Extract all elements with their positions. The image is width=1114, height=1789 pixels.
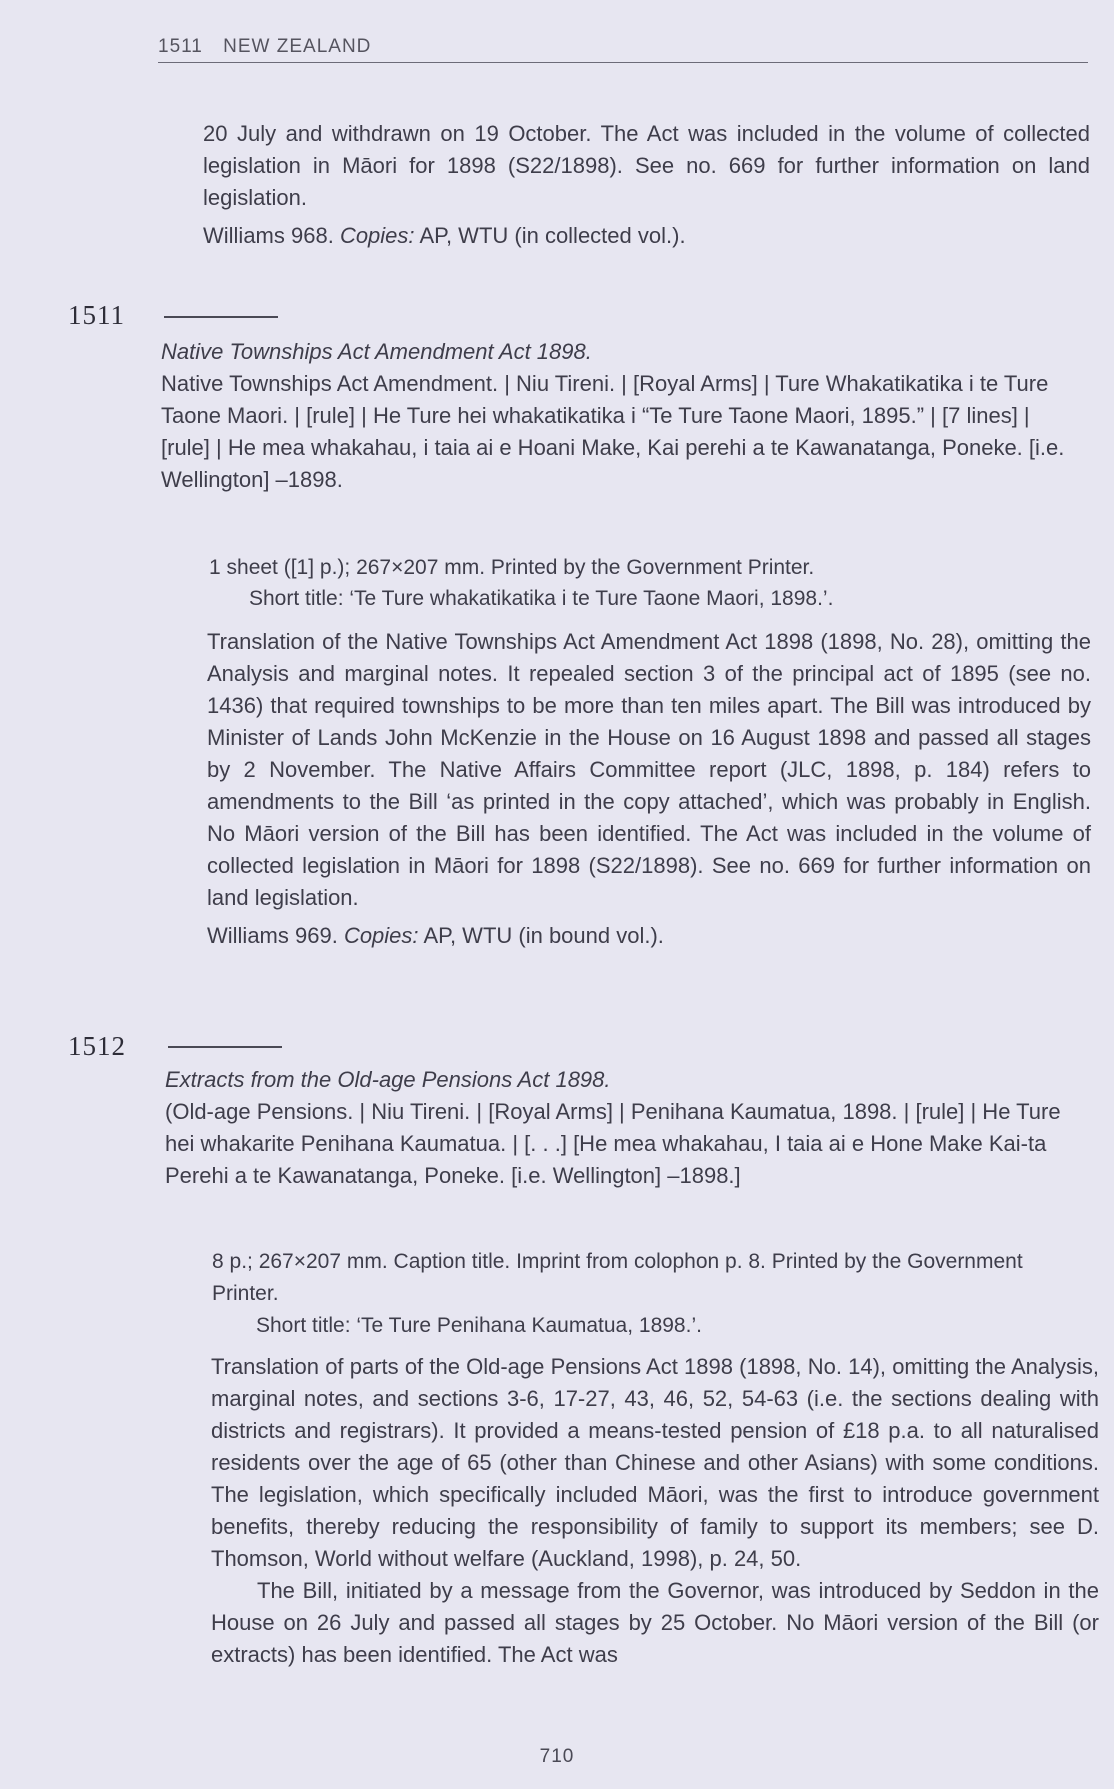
short-title: Short title: ‘Te Ture whakatikatika i te Ture Taone Maori, 1898.’. (249, 587, 834, 610)
entry-1511-physical (209, 552, 1084, 614)
physical-description: 1 sheet ([1] p.); 267×207 mm. Printed by the Government Printer. (209, 556, 815, 579)
copies-label: Copies: (339, 223, 415, 248)
short-title: Short title: ‘Te Ture Penihana Kaumatua, 1898.’. (256, 1314, 702, 1337)
reference-williams: Williams 969. (207, 923, 338, 948)
continuation-text: 20 July and withdrawn on 19 October. The Act was included in the volume of collected legislation in Māori for 1898 (S22/1898). See no. 669 for further information on land legislation. (203, 121, 1090, 210)
copies-label: Copies: (343, 923, 419, 948)
entry-1512-head (165, 1064, 1077, 1192)
header-country: NEW ZEALAND (223, 36, 372, 57)
entry-title: Extracts from the Old-age Pensions Act 1898. (165, 1067, 611, 1092)
entry-note: Translation of the Native Townships Act Amendment Act 1898 (1898, No. 28), omitting the Analysis and marginal notes. It repealed section 3 of the principal act of 1895 (see no. 1436) that required townships to be more than ten miles apart. The Bill was introduced by Minister of Lands John McKenzie in the House on 16 August 1898 and passed all stages by 2 November. The Native Affairs Committee report (JLC, 1898, p. 184) refers to amendments to the Bill ‘as printed in the copy attached’, which was probably in English. No Māori version of the Bill has been identified. The Act was included in the volume of collected legislation in Māori for 1898 (S22/1898). See no. 669 for further information on land legislation. (207, 629, 1091, 910)
physical-description: 8 p.; 267×207 mm. Caption title. Imprint from colophon p. 8. Printed by the Government Printer. (212, 1250, 1023, 1305)
entry-rule (168, 1046, 282, 1048)
entry-note-continued: The Bill, initiated by a message from the Governor, was introduced by Seddon in the House on 26 July and passed all stages by 25 October. No Māori version of the Bill (or extracts) has been identified. The Act was (211, 1578, 1099, 1667)
reference-williams: Williams 968. (203, 223, 334, 248)
entry-1511-head (161, 336, 1073, 496)
continuation-reference (203, 220, 1090, 252)
entry-1511-note (207, 626, 1091, 952)
entry-transcription: (Old-age Pensions. | Niu Tireni. | [Royal Arms] | Penihana Kaumatua, 1898. | [rule] | He Ture hei whakarite Penihana Kaumatua. | [. . .] [He mea whakahau, I taia ai e Hone Make Kai-ta Perehi a te Kawanatanga, Poneke. [i.e. Wellington] –1898.] (165, 1099, 1061, 1188)
continuation-block (203, 118, 1090, 252)
header-page-number: 1511 (158, 36, 203, 57)
copies-text: AP, WTU (in collected vol.). (419, 223, 686, 248)
entry-number-1511: 1511 (68, 300, 125, 330)
entry-transcription: Native Townships Act Amendment. | Niu Tireni. | [Royal Arms] | Ture Whakatikatika i te Ture Taone Maori. | [rule] | He Ture hei whakatikatika i “Te Ture Taone Maori, 1895.” | [7 lines] | [rule] | He mea whakahau, i taia ai e Hoani Make, Kai perehi a te Kawanatanga, Poneke. [i.e. Wellington] –1898. (161, 371, 1065, 492)
copies-text: AP, WTU (in bound vol.). (423, 923, 664, 948)
entry-rule (164, 316, 278, 318)
running-header (158, 36, 1088, 63)
entry-1512-physical (212, 1246, 1094, 1342)
entry-1512-note (211, 1351, 1099, 1671)
entry-title: Native Townships Act Amendment Act 1898. (161, 339, 592, 364)
entry-number-1512: 1512 (68, 1031, 126, 1061)
entry-note: Translation of parts of the Old-age Pensions Act 1898 (1898, No. 14), omitting the Analysis, marginal notes, and sections 3-6, 17-27, 43, 46, 52, 54-63 (i.e. the sections dealing with districts and registrars). It provided a means-tested pension of £18 p.a. to all naturalised residents over the age of 65 (other than Chinese and other Asians) with some conditions. The legislation, which specifically included Māori, was the first to introduce government benefits, thereby reducing the responsibility of family to support its members; see D. Thomson, World without welfare (Auckland, 1998), p. 24, 50. (211, 1354, 1099, 1571)
page-number: 710 (539, 1746, 575, 1767)
entry-reference (207, 920, 1091, 952)
